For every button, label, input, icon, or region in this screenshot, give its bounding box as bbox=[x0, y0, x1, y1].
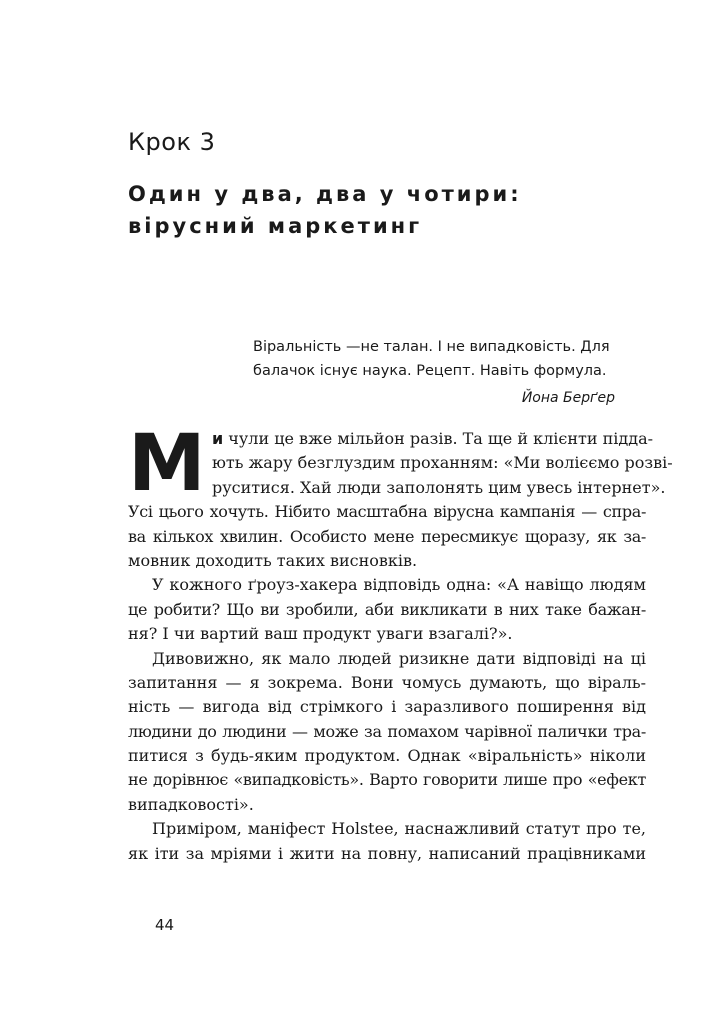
text-line: ня? І чи вартий ваш продукт уваги взагалі?». bbox=[128, 624, 513, 644]
paragraph-2 bbox=[128, 573, 646, 646]
text-line: ність — вигода від стрімкого і заразливого поширення від bbox=[128, 697, 646, 717]
chapter-title bbox=[128, 178, 648, 242]
epigraph-line: Віральність —не талан. І не випадковість. Для bbox=[253, 339, 610, 355]
epigraph bbox=[253, 336, 623, 385]
text-line: Приміром, маніфест Holstee, наснажливий статут про те, bbox=[152, 819, 646, 839]
page-number: 44 bbox=[155, 916, 175, 934]
text-line: ва кількох хвилин. Особисто мене пересмикує щоразу, як за- bbox=[128, 526, 646, 546]
paragraph-1-continued bbox=[128, 500, 646, 573]
text-fragment: чули це вже мільйон разів. Та ще й клієнти підда- bbox=[223, 429, 654, 448]
chapter-title-line: Один у два, два у чотири: bbox=[128, 182, 522, 206]
text-line: запитання — я зокрема. Вони чомусь думають, що віраль- bbox=[128, 672, 646, 692]
paragraph-1 bbox=[128, 419, 673, 509]
chapter-title-line: вірусний маркетинг bbox=[128, 214, 423, 238]
text-line: як іти за мріями і жити на повну, написаний працівниками bbox=[128, 843, 646, 863]
text-line: У кожного ґроуз-хакера відповідь одна: «А навіщо людям bbox=[152, 575, 646, 595]
text-line: Дивовижно, як мало людей ризикне дати відповіді на ці bbox=[152, 648, 646, 668]
text-line: людини до людини — може за помахом чарівної палички тра- bbox=[128, 721, 646, 741]
text-line: ють жару безглуздим проханням: «Ми волієємо розві- bbox=[212, 453, 673, 473]
epigraph-line: балачок існує наука. Рецепт. Навіть формула. bbox=[253, 363, 607, 380]
text-line: випадковості». bbox=[128, 794, 254, 814]
text-line bbox=[128, 427, 654, 451]
text-line: питися з будь-яким продуктом. Однак «віральність» ніколи bbox=[128, 746, 646, 766]
body-text bbox=[128, 419, 673, 866]
epigraph-author: Йона Берґер bbox=[521, 390, 615, 406]
chapter-label: Крок 3 bbox=[128, 128, 216, 156]
drop-cap: М bbox=[128, 419, 204, 509]
paragraph-4 bbox=[128, 817, 646, 866]
text-line: Усі цього хочуть. Нібито масштабна вірусна кампанія — спра- bbox=[128, 502, 646, 522]
text-line: мовник доходить таких висновків. bbox=[128, 550, 418, 570]
first-word: и bbox=[212, 429, 224, 448]
text-line: це робити? Що ви зробили, аби викликати в них таке бажан- bbox=[128, 599, 646, 619]
paragraph-3 bbox=[128, 647, 646, 818]
text-line: не дорівнює «випадковість». Варто говорити лише про «ефект bbox=[128, 770, 646, 790]
text-line: руситися. Хай люди заполонять цим увесь інтернет». bbox=[212, 477, 666, 497]
